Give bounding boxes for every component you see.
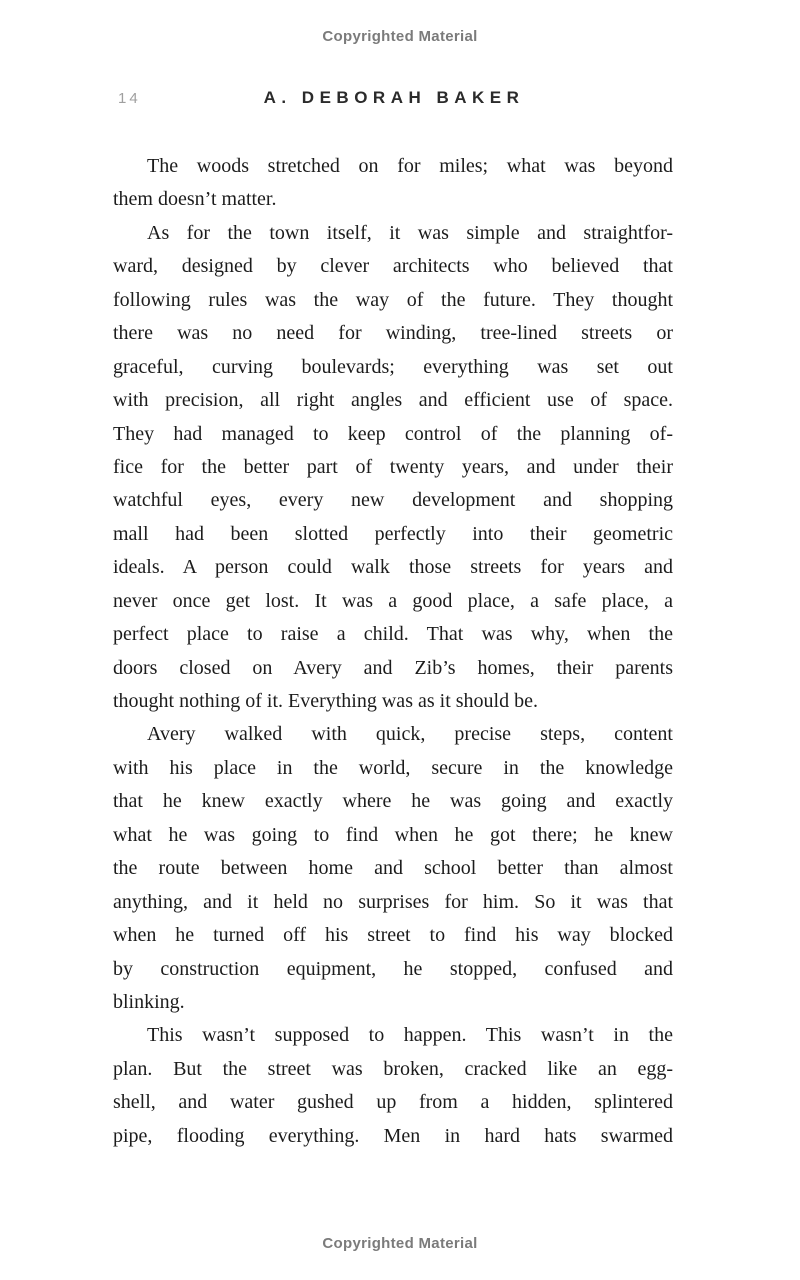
text-line: with precision, all right angles and efficient use of space. xyxy=(113,389,673,412)
page-number: 14 xyxy=(118,90,141,107)
text-line: This wasn’t supposed to happen. This wasn’t in the xyxy=(147,1024,673,1047)
text-line: pipe, flooding everything. Men in hard hats swarmed xyxy=(113,1124,673,1147)
text-line: ward, designed by clever architects who believed that xyxy=(113,255,673,278)
text-line: with his place in the world, secure in the knowledge xyxy=(113,756,673,779)
text-line: the route between home and school better than almost xyxy=(113,857,673,880)
copyright-watermark-bottom: Copyrighted Material xyxy=(322,1235,478,1252)
text-line: what he was going to find when he got there; he knew xyxy=(113,823,673,846)
text-line: thought nothing of it. Everything was as it should be. xyxy=(113,690,538,712)
text-line: As for the town itself, it was simple and straightfor- xyxy=(147,221,673,244)
text-line: perfect place to raise a child. That was why, when the xyxy=(113,623,673,646)
running-header-author: A. DEBORAH BAKER xyxy=(263,88,525,107)
text-line: fice for the better part of twenty years, and under their xyxy=(113,455,673,478)
text-line: mall had been slotted perfectly into their geometric xyxy=(113,522,673,545)
text-line: Avery walked with quick, precise steps, content xyxy=(147,723,673,746)
text-line: anything, and it held no surprises for him. So it was that xyxy=(113,890,673,913)
text-line: by construction equipment, he stopped, confused and xyxy=(113,957,673,980)
copyright-watermark-top: Copyrighted Material xyxy=(322,28,478,45)
text-line: watchful eyes, every new development and shopping xyxy=(113,489,673,512)
text-line: never once get lost. It was a good place, a safe place, a xyxy=(113,589,673,612)
text-line: following rules was the way of the future. They thought xyxy=(113,288,673,311)
text-line: shell, and water gushed up from a hidden, splintered xyxy=(113,1091,673,1114)
text-line: them doesn’t matter. xyxy=(113,188,277,211)
text-line: when he turned off his street to find his way blocked xyxy=(113,924,673,947)
text-line: ideals. A person could walk those streets for years and xyxy=(113,556,673,579)
text-line: blinking. xyxy=(113,990,185,1013)
text-line: that he knew exactly where he was going and exactly xyxy=(113,790,673,813)
text-line: doors closed on Avery and Zib’s homes, their parents xyxy=(113,656,673,679)
text-line: graceful, curving boulevards; everything was set out xyxy=(113,355,673,378)
text-line: The woods stretched on for miles; what was beyond xyxy=(147,155,673,177)
body-text xyxy=(113,150,673,1153)
text-line: They had managed to keep control of the planning of- xyxy=(113,422,673,445)
text-line: there was no need for winding, tree-lined streets or xyxy=(113,322,673,345)
text-line: plan. But the street was broken, cracked like an egg- xyxy=(113,1057,673,1080)
page-header xyxy=(114,88,674,110)
